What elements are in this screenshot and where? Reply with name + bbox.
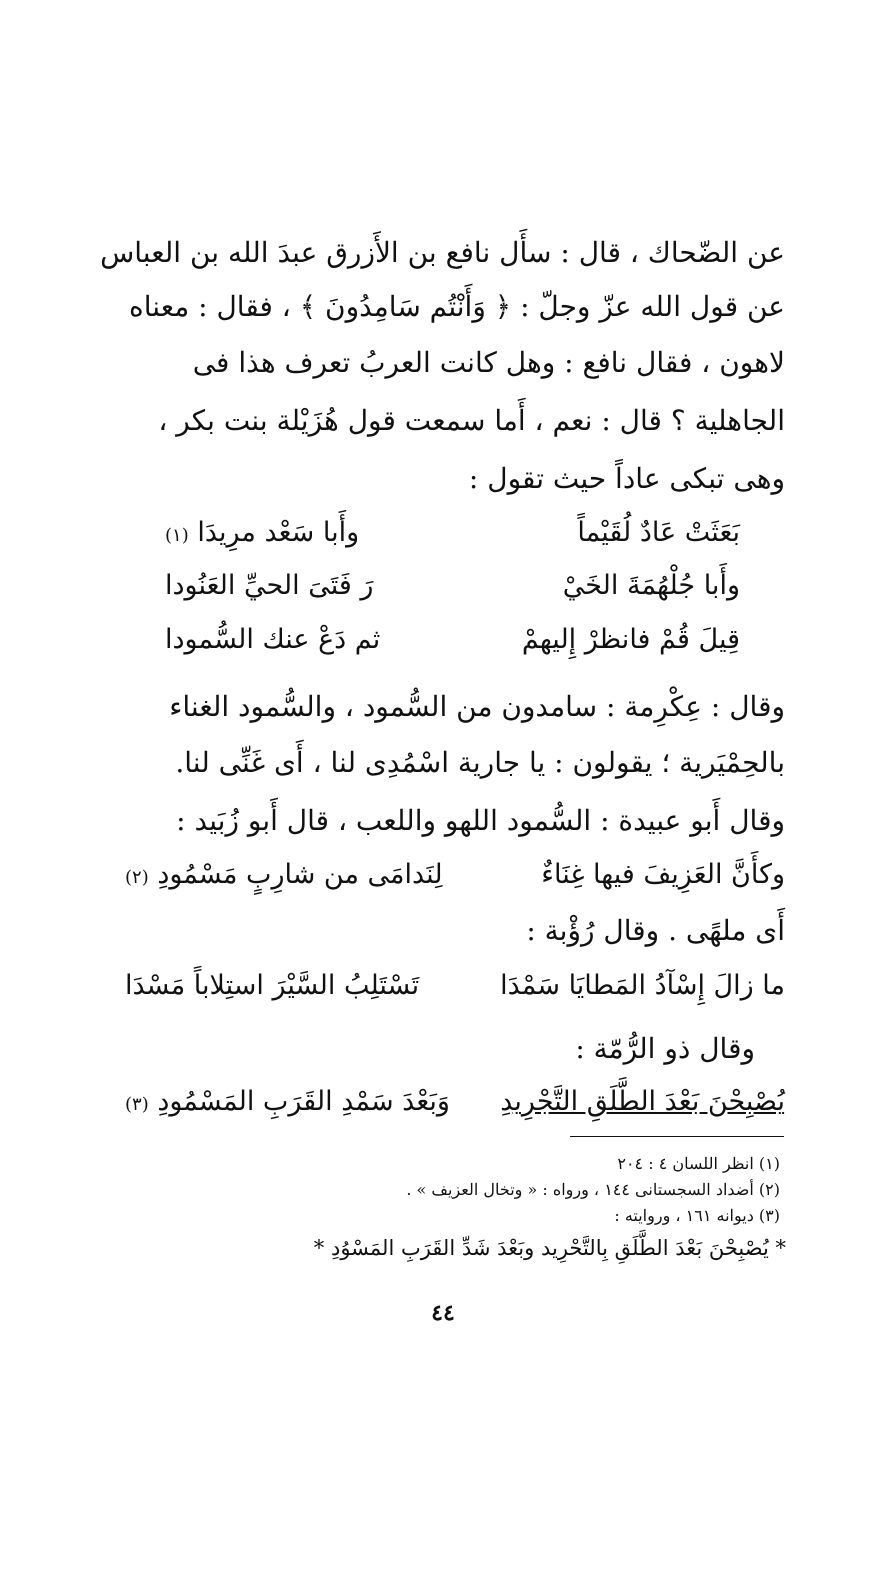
prose-line-8: وقال أَبو عبيدة : السُّمود اللهو واللعب ، قال أَبو زُبَيد : — [176, 804, 785, 837]
page-number: ٤٤ — [431, 1300, 455, 1326]
verse-hemistich-left: وأَبا سَعْد مرِيدَا (١) — [165, 517, 360, 548]
footnote-ref: (١) — [165, 525, 189, 546]
prose-line-2: عن قول الله عزّ وجلّ : ﴿ وَأَنْتُم سَامِدُونَ ﴾ ، فقال : معناه — [129, 290, 785, 323]
verse-hemistich-right: وكأَنَّ العَزِيفَ فيها غِنَاءٌ — [541, 859, 785, 890]
verse-hemistich-left: لِنَدامَى من شارِبٍ مَسْمُودِ (٢) — [125, 859, 443, 890]
footnote-divider — [570, 1136, 784, 1137]
prose-line-5: وهى تبكى عاداً حيث تقول : — [468, 462, 785, 495]
footnote-ref: (٢) — [125, 867, 149, 888]
verse-hemistich-right: بَعَثَتْ عَادٌ لُقَيْماً — [577, 517, 740, 548]
prose-line-7: بالحِمْيَرية ؛ يقولون : يا جارية اسْمُدِى لنا ، أَى غَنِّى لنا. — [175, 746, 785, 779]
verse-hemistich-left: ثم دَعْ عنك السُّمودا — [165, 624, 381, 655]
verse-hemistich-left: رَ فَتَىَ الحيِّ العَنُودا — [165, 570, 374, 601]
footnote-2: (٢) أضداد السجستانى ١٤٤ ، ورواه : « وتخال العزيف » . — [406, 1180, 780, 1199]
verse-hemistich-left: تَسْتَلِبُ السَّيْرَ استِلاباً مَسْدَا — [125, 970, 420, 1001]
footnote-1: (١) انظر اللسان ٤ : ٢٠٤ — [617, 1154, 780, 1173]
prose-line-1: عن الضّحاك ، قال : سأَل نافع بن الأَزرق عبدَ الله بن العباس — [100, 236, 785, 269]
verse-dhu-al-rumma — [125, 1086, 785, 1117]
prose-line-3: لاهون ، فقال نافع : وهل كانت العربُ تعرف هذا فى — [192, 346, 785, 379]
prose-line-6: وقال : عِكْرِمة : سامدون من السُّمود ، والسُّمود الغناء — [169, 690, 785, 723]
prose-line-4: الجاهلية ؟ قال : نعم ، أَما سمعت قول هُزَيْلة بنت بكر ، — [158, 404, 785, 437]
verse-hemistich-left: وَبَعْدَ سَمْدِ القَرَبِ المَسْمُودِ (٣) — [125, 1086, 450, 1117]
poem-verse-2 — [165, 570, 740, 601]
footnote-3: (٣) ديوانه ١٦١ ، وروايته : — [614, 1206, 780, 1225]
footnote-ref: (٣) — [125, 1094, 149, 1115]
footnote-verse: * يُصْبِحْنَ بَعْدَ الطَّلَقِ بِالتَّحْرِيد وبَعْدَ شَدِّ القَرَبِ المَسْوُدِ * — [313, 1236, 786, 1260]
verse-hemistich-right: قِيلَ قُمْ فانظرْ إِليهمْ — [521, 624, 740, 655]
verse-hemistich-right: ما زالَ إِسْآدُ المَطايَا سَمْدَا — [500, 970, 785, 1001]
prose-line-9: أَى ملهًى . وقال رُؤْبة : — [526, 914, 785, 947]
poem-verse-1 — [165, 517, 740, 548]
verse-ruba — [125, 970, 785, 1001]
verse-hemistich-right: يُصْبِحْنَ بَعْدَ الطَّلَقِ التَّجْرِيدِ — [500, 1086, 785, 1117]
verse-hemistich-right: وأَبا جُلْهُمَةَ الخَيْ — [562, 570, 740, 601]
poem-verse-3 — [165, 624, 740, 655]
prose-line-10: وقال ذو الرُّمّة : — [575, 1032, 755, 1065]
verse-abu-zubayd — [125, 859, 785, 890]
